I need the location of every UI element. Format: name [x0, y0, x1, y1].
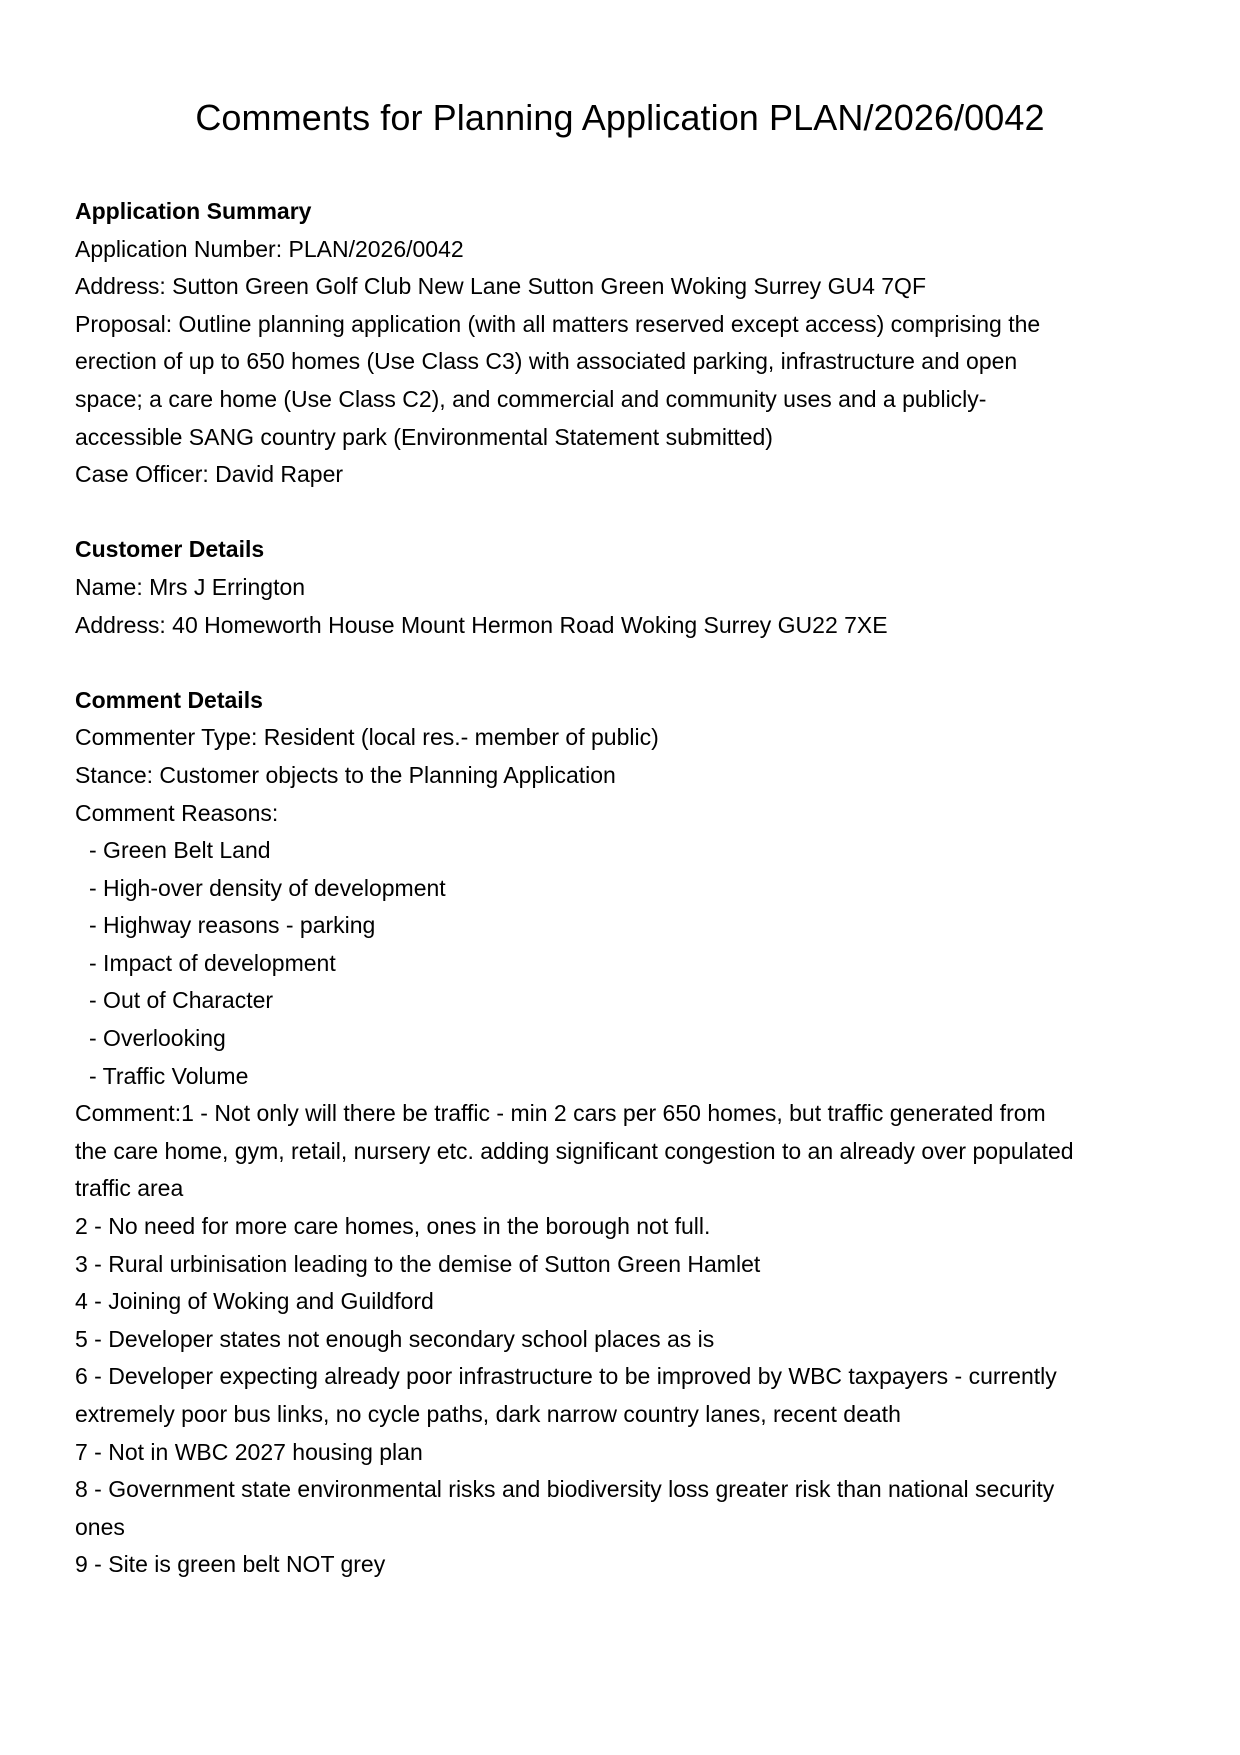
comment-reason-item: - Overlooking [89, 1025, 226, 1052]
case-officer: Case Officer: David Raper [75, 461, 344, 488]
comment-text-line: 9 - Site is green belt NOT grey [75, 1551, 386, 1578]
comment-reasons-label: Comment Reasons: [75, 799, 279, 826]
proposal-line: accessible SANG country park (Environmental Statement submitted) [75, 423, 773, 450]
comment-text-line: 8 - Government state environmental risks and biodiversity loss greater risk than national security [75, 1476, 1055, 1503]
application-summary-heading: Application Summary [75, 198, 312, 224]
comment-text-line: 3 - Rural urbinisation leading to the demise of Sutton Green Hamlet [75, 1250, 761, 1277]
customer-name: Name: Mrs J Errington [75, 573, 306, 600]
proposal-line: erection of up to 650 homes (Use Class C3) with associated parking, infrastructure and open [75, 348, 1018, 375]
application-number: Application Number: PLAN/2026/0042 [75, 235, 464, 262]
comment-text-line: 4 - Joining of Woking and Guildford [75, 1288, 434, 1315]
application-address: Address: Sutton Green Golf Club New Lane Sutton Green Woking Surrey GU4 7QF [75, 273, 926, 300]
comment-text-line: 5 - Developer states not enough secondary school places as is [75, 1325, 715, 1352]
commenter-type: Commenter Type: Resident (local res.- member of public) [75, 724, 659, 751]
comment-details-section [75, 682, 1165, 1584]
page-title: Comments for Planning Application PLAN/2026/0042 [195, 97, 1045, 138]
customer-details-heading: Customer Details [75, 536, 265, 563]
comment-reason-item: - Traffic Volume [89, 1062, 249, 1089]
proposal-line: Proposal: Outline planning application (with all matters reserved except access) comprising the [75, 310, 1041, 337]
comment-details-heading: Comment Details [75, 686, 263, 713]
comment-text-line: 6 - Developer expecting already poor infrastructure to be improved by WBC taxpayers - currently [75, 1363, 1057, 1390]
comment-text-line: traffic area [75, 1175, 184, 1202]
comment-reason-item: - Out of Character [89, 987, 274, 1014]
customer-details-section [75, 531, 1165, 644]
comment-text-line: 2 - No need for more care homes, ones in the borough not full. [75, 1213, 711, 1240]
comment-text-line: Comment:1 - Not only will there be traffic - min 2 cars per 650 homes, but traffic generated from [75, 1100, 1046, 1127]
comment-reason-item: - Green Belt Land [89, 837, 271, 864]
customer-address: Address: 40 Homeworth House Mount Hermon Road Woking Surrey GU22 7XE [75, 611, 888, 638]
comment-text-line: 7 - Not in WBC 2027 housing plan [75, 1438, 423, 1465]
proposal-line: space; a care home (Use Class C2), and commercial and community uses and a publicly- [75, 385, 987, 412]
comment-reason-item: - Impact of development [89, 949, 336, 976]
comment-reason-item: - High-over density of development [89, 874, 446, 901]
comment-reason-item: - Highway reasons - parking [89, 912, 376, 939]
comment-text-line: extremely poor bus links, no cycle paths, dark narrow country lanes, recent death [75, 1401, 901, 1427]
comment-text-line: ones [75, 1513, 125, 1540]
stance: Stance: Customer objects to the Planning Application [75, 761, 616, 788]
application-summary-section [75, 193, 1165, 494]
comment-text-line: the care home, gym, retail, nursery etc. adding significant congestion to an already over populated [75, 1137, 1074, 1164]
